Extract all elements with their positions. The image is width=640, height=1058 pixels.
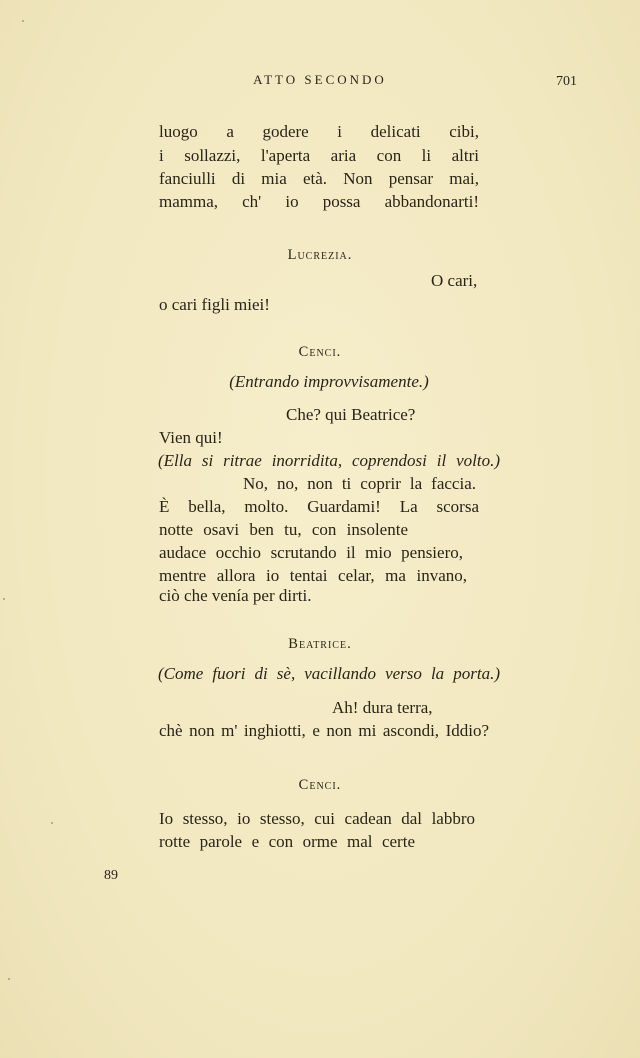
speaker-name: Lucrezia. (287, 247, 353, 263)
verse-line: o cari figli miei! (159, 295, 270, 314)
stage-direction: (Come fuori di sè, vacillando verso la porta.) (158, 664, 500, 683)
paper-speck (3, 598, 5, 600)
signature-mark: 89 (104, 868, 118, 883)
running-header: ATTO SECONDO (253, 72, 387, 87)
verse-line: Vien qui! (159, 428, 223, 447)
verse-line: audace occhio scrutando il mio pensiero, (159, 543, 463, 562)
verse-line: i sollazzi, l'aperta aria con li altri (159, 146, 479, 165)
verse-line: ciò che venía per dirti. (159, 586, 312, 605)
verse-line: O cari, (431, 271, 478, 290)
paper-speck (8, 978, 10, 980)
verse-line: È bella, molto. Guardami! La scorsa (159, 497, 479, 516)
verse-line: notte osavi ben tu, con insolente (159, 520, 408, 539)
verse-line: Che? qui Beatrice? (286, 405, 416, 424)
verse-line: mentre allora io tentai celar, ma invano, (159, 566, 467, 585)
speaker-name: Cenci. (298, 777, 342, 793)
verse-line: rotte parole e con orme mal certe (159, 832, 415, 851)
verse-line: mamma, ch' io possa abbandonarti! (159, 192, 479, 211)
speaker-name: Beatrice. (288, 636, 352, 652)
paper-speck (51, 822, 53, 824)
page-number: 701 (556, 74, 577, 89)
verse-line: Ah! dura terra, (332, 698, 433, 717)
verse-line: Io stesso, io stesso, cui cadean dal labbro (159, 809, 475, 828)
verse-line: luogo a godere i delicati cibi, (159, 122, 479, 141)
verse-line: chè non m' inghiotti, e non mi ascondi, Iddio? (159, 721, 489, 740)
paper-speck (22, 20, 24, 22)
verse-line: No, no, non ti coprir la faccia. (243, 474, 476, 493)
verse-line: fanciulli di mia età. Non pensar mai, (159, 169, 479, 188)
speaker-name: Cenci. (298, 344, 342, 360)
stage-direction: (Entrando improvvisamente.) (229, 372, 429, 391)
stage-direction: (Ella si ritrae inorridita, coprendosi il volto.) (158, 451, 500, 470)
